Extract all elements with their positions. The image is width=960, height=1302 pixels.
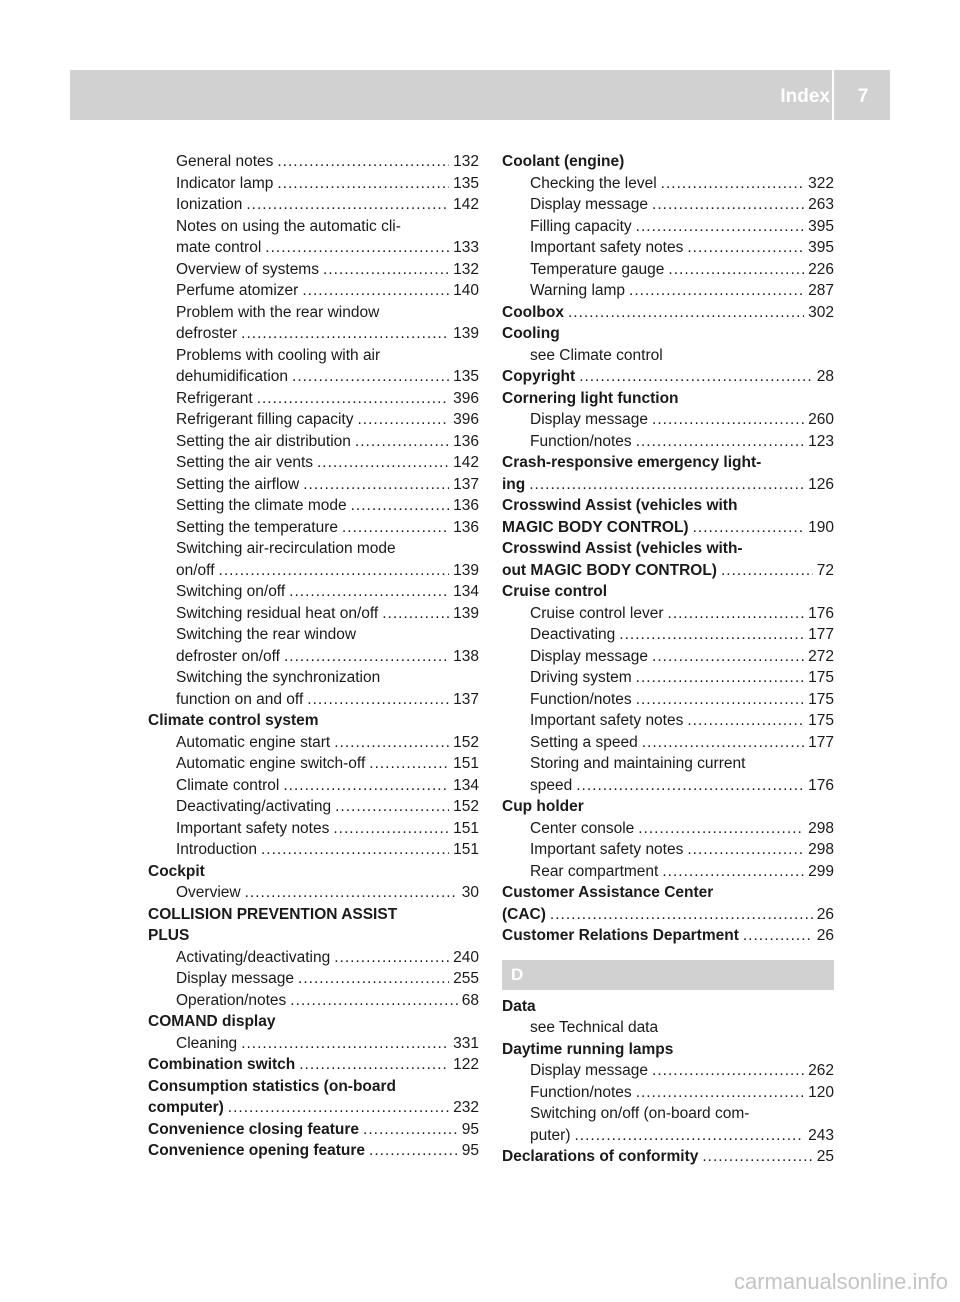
index-subentry[interactable]: [502, 431, 834, 453]
page-reference[interactable]: 243: [808, 1126, 834, 1144]
index-heading: COLLISION PREVENTION ASSIST: [148, 905, 398, 923]
page-reference[interactable]: 140: [453, 282, 479, 299]
index-subentry[interactable]: [148, 517, 479, 539]
entry-label: dehumidification: [176, 368, 289, 385]
index-heading: Cooling: [502, 325, 560, 342]
dot-leader: [277, 173, 449, 195]
dot-leader: [693, 517, 805, 539]
page-reference[interactable]: 232: [453, 1099, 479, 1116]
index-subentry[interactable]: [502, 259, 834, 281]
page-reference[interactable]: 152: [453, 733, 479, 751]
page-reference[interactable]: 135: [453, 174, 479, 192]
index-entry[interactable]: [502, 1146, 834, 1168]
entry-label: Automatic engine switch-off: [176, 755, 366, 772]
page-reference[interactable]: 176: [808, 604, 834, 622]
index-subentry[interactable]: [148, 388, 479, 410]
page-reference[interactable]: 395: [808, 217, 834, 235]
entry-label: on/off: [176, 561, 215, 579]
index-subentry[interactable]: [502, 237, 834, 259]
section-title: Index: [780, 86, 830, 107]
index-subentry[interactable]: [148, 173, 479, 195]
page-reference[interactable]: 72: [816, 561, 834, 579]
page-reference[interactable]: 139: [453, 325, 479, 342]
dot-leader: [298, 968, 449, 990]
dot-leader: [661, 173, 804, 195]
entry-label: out MAGIC BODY CONTROL): [502, 561, 717, 579]
page-reference[interactable]: 298: [808, 841, 834, 858]
entry-label: Display message: [176, 970, 295, 987]
index-subentry[interactable]: [148, 495, 479, 517]
entry-label: Overview of systems: [176, 260, 319, 278]
entry-label: Climate control: [176, 776, 280, 794]
dot-leader: [668, 259, 804, 281]
dot-leader: [652, 409, 804, 431]
index-heading: Cruise control: [502, 583, 608, 600]
dot-leader: [652, 646, 804, 668]
index-entry[interactable]: [502, 904, 834, 926]
index-subentry[interactable]: [148, 796, 479, 818]
index-subentry[interactable]: [502, 732, 834, 754]
index-heading: Cup holder: [502, 798, 584, 815]
page-reference[interactable]: 263: [808, 196, 834, 213]
page-reference[interactable]: 95: [461, 1120, 479, 1138]
entry-label: Indicator lamp: [176, 174, 274, 192]
dot-leader: [257, 388, 449, 410]
page-reference[interactable]: 134: [453, 776, 479, 794]
dot-leader: [576, 775, 804, 797]
entry-label: Cruise control lever: [530, 604, 664, 622]
index-subentry[interactable]: [502, 775, 834, 797]
page-reference[interactable]: 25: [816, 1148, 834, 1165]
dot-leader: [636, 689, 804, 711]
dot-leader: [292, 366, 449, 388]
index-subentry[interactable]: [148, 1033, 479, 1055]
entry-label: Setting the climate mode: [176, 497, 347, 514]
page-reference[interactable]: 302: [808, 303, 834, 321]
index-heading: Consumption statistics (on-board: [148, 1077, 396, 1095]
dot-leader: [317, 452, 449, 474]
index-entry[interactable]: [148, 1140, 479, 1162]
index-subentry-text: Notes on using the automatic cli-: [176, 217, 401, 235]
dot-leader: [283, 775, 449, 797]
index-subentry-text: Switching the rear window: [176, 626, 357, 643]
page-reference[interactable]: 151: [453, 819, 479, 837]
index-subentry[interactable]: [502, 216, 834, 238]
page-reference[interactable]: 135: [453, 368, 479, 385]
page-reference[interactable]: 26: [816, 927, 834, 944]
entry-label: Introduction: [176, 841, 257, 858]
index-subentry[interactable]: [148, 259, 479, 281]
entry-label: Checking the level: [530, 174, 657, 192]
index-subentry[interactable]: [148, 194, 479, 216]
dot-leader: [702, 1146, 812, 1168]
index-subentry[interactable]: [148, 753, 479, 775]
page-reference[interactable]: 134: [453, 583, 479, 600]
entry-label: Perfume atomizer: [176, 282, 299, 299]
entry-label: Temperature gauge: [530, 260, 665, 278]
dot-leader: [307, 689, 449, 711]
index-subentry[interactable]: [502, 861, 834, 883]
dot-leader: [382, 603, 449, 625]
index-subentry[interactable]: [148, 474, 479, 496]
index-subentry[interactable]: [502, 1060, 834, 1082]
index-subentry[interactable]: [148, 990, 479, 1012]
page-reference[interactable]: 262: [808, 1062, 834, 1079]
index-subentry[interactable]: [148, 947, 479, 969]
page-reference[interactable]: 260: [808, 411, 834, 428]
index-subentry[interactable]: [502, 710, 834, 732]
entry-label: Function/notes: [530, 1083, 632, 1101]
page-reference[interactable]: 176: [808, 776, 834, 794]
page-reference[interactable]: 136: [453, 518, 479, 536]
page-reference[interactable]: 28: [816, 368, 834, 385]
index-entry[interactable]: [502, 560, 834, 582]
dot-leader: [284, 646, 449, 668]
dot-leader: [721, 560, 813, 582]
page-reference[interactable]: 126: [808, 475, 834, 493]
index-subentry[interactable]: [502, 667, 834, 689]
dot-leader: [323, 259, 449, 281]
page-reference[interactable]: 255: [453, 970, 479, 987]
entry-label: puter): [530, 1126, 571, 1144]
page-reference[interactable]: 299: [808, 862, 834, 880]
index-subentry[interactable]: [148, 452, 479, 474]
index-subentry[interactable]: [148, 237, 479, 259]
index-heading: PLUS: [148, 927, 190, 944]
entry-label: Setting the airflow: [176, 475, 300, 493]
page-reference[interactable]: 122: [453, 1056, 479, 1073]
page-reference[interactable]: 175: [808, 690, 834, 708]
entry-label: speed: [530, 776, 573, 794]
page-reference[interactable]: 226: [808, 260, 834, 278]
dot-leader: [355, 431, 449, 453]
index-subentry[interactable]: [148, 323, 479, 345]
entry-label: Customer Relations Department: [502, 927, 739, 944]
index-subentry[interactable]: [148, 732, 479, 754]
index-subentry[interactable]: [502, 194, 834, 216]
entry-label: Copyright: [502, 368, 576, 385]
page-reference[interactable]: 152: [453, 798, 479, 815]
entry-label: (CAC): [502, 905, 546, 923]
page-reference[interactable]: 177: [808, 626, 834, 643]
dot-leader: [334, 732, 449, 754]
dot-leader: [245, 882, 458, 904]
index-heading: Daytime running lamps: [502, 1040, 674, 1058]
index-heading: Coolant (engine): [502, 153, 625, 170]
index-subentry[interactable]: [148, 409, 479, 431]
entry-label: Refrigerant filling capacity: [176, 411, 354, 428]
index-subentry[interactable]: [148, 818, 479, 840]
dot-leader: [335, 796, 449, 818]
index-subentry-text: Switching on/off (on-board com-: [530, 1105, 750, 1122]
entry-label: Display message: [530, 196, 649, 213]
dot-leader: [550, 904, 813, 926]
entry-label: Combination switch: [148, 1056, 296, 1073]
dot-leader: [265, 237, 449, 259]
entry-label: Display message: [530, 1062, 649, 1079]
entry-label: Convenience closing feature: [148, 1120, 360, 1138]
index-heading: Climate control system: [148, 712, 319, 729]
entry-label: Coolbox: [502, 303, 564, 321]
index-subentry-text: Problem with the rear window: [176, 303, 380, 321]
entry-label: Setting a speed: [530, 733, 638, 751]
entry-label: Declarations of conformity: [502, 1148, 699, 1165]
index-subentry[interactable]: [502, 173, 834, 195]
page-reference[interactable]: 136: [453, 432, 479, 450]
dot-leader: [652, 1060, 804, 1082]
dot-leader: [668, 603, 805, 625]
index-subentry[interactable]: [148, 603, 479, 625]
entry-label: function on and off: [176, 690, 304, 708]
entry-label: Automatic engine start: [176, 733, 331, 751]
index-subentry[interactable]: [148, 431, 479, 453]
footer-watermark: carmanualsonline.info: [733, 1269, 948, 1294]
index-heading: Cockpit: [148, 862, 205, 880]
index-column-left: [148, 151, 479, 1162]
dot-leader: [575, 1125, 805, 1147]
page-reference[interactable]: 26: [816, 905, 834, 923]
dot-leader: [290, 990, 457, 1012]
index-subentry[interactable]: [502, 646, 834, 668]
index-subentry[interactable]: [502, 409, 834, 431]
entry-label: General notes: [176, 153, 274, 170]
index-subentry[interactable]: [148, 646, 479, 668]
index-heading: Cornering light function: [502, 389, 679, 407]
dot-leader: [334, 947, 449, 969]
page-reference[interactable]: 136: [453, 497, 479, 514]
dot-leader: [619, 624, 804, 646]
page-reference[interactable]: 120: [808, 1083, 834, 1101]
page-reference[interactable]: 138: [453, 647, 479, 665]
dot-leader: [369, 1140, 458, 1162]
page-number: 7: [857, 86, 869, 107]
dot-leader: [246, 194, 449, 216]
entry-label: Switching on/off: [176, 583, 286, 600]
page-reference[interactable]: 177: [808, 733, 834, 751]
page-reference[interactable]: 175: [808, 712, 834, 729]
page-reference[interactable]: 139: [453, 604, 479, 622]
entry-label: Activating/deactivating: [176, 948, 331, 966]
index-subentry[interactable]: [148, 968, 479, 990]
entry-label: Deactivating: [530, 626, 616, 643]
entry-label: Deactivating/activating: [176, 798, 332, 815]
page-reference[interactable]: 331: [453, 1034, 479, 1052]
entry-label: Setting the air vents: [176, 454, 313, 471]
dot-leader: [351, 495, 450, 517]
index-entry[interactable]: [502, 925, 834, 947]
dot-leader: [357, 409, 449, 431]
dot-leader: [687, 710, 804, 732]
entry-label: Setting the air distribution: [176, 432, 351, 450]
entry-label: Ionization: [176, 196, 243, 213]
page-reference[interactable]: 142: [453, 454, 479, 471]
dot-leader: [638, 818, 804, 840]
page-reference[interactable]: 272: [808, 647, 834, 665]
page-reference[interactable]: 132: [453, 260, 479, 278]
header-divider: [832, 70, 834, 120]
entry-label: Driving system: [530, 669, 632, 686]
entry-label: Filling capacity: [530, 217, 632, 235]
page-reference[interactable]: 142: [453, 196, 479, 213]
entry-label: Important safety notes: [530, 841, 684, 858]
index-subentry[interactable]: [148, 882, 479, 904]
entry-label: computer): [148, 1099, 224, 1116]
dot-leader: [241, 1033, 449, 1055]
dot-leader: [333, 818, 449, 840]
page-reference[interactable]: 396: [453, 389, 479, 407]
dot-leader: [303, 474, 449, 496]
dot-leader: [277, 151, 449, 173]
entry-label: Important safety notes: [176, 819, 330, 837]
index-subentry[interactable]: [148, 839, 479, 861]
entry-label: defroster: [176, 325, 238, 342]
index-subentry-text: Switching the synchronization: [176, 669, 381, 686]
page-reference[interactable]: 151: [453, 841, 479, 858]
index-subentry[interactable]: [148, 689, 479, 711]
page-reference[interactable]: 287: [808, 282, 834, 299]
page-reference[interactable]: 139: [453, 561, 479, 579]
index-subentry-text: Storing and maintaining current: [530, 755, 746, 772]
index-subentry[interactable]: [502, 624, 834, 646]
page-reference[interactable]: 137: [453, 475, 479, 493]
dot-leader: [529, 474, 804, 496]
index-heading: Customer Assistance Center: [502, 884, 714, 901]
dot-leader: [662, 861, 804, 883]
index-column-right: [502, 151, 834, 1168]
index-subentry[interactable]: [148, 366, 479, 388]
page-reference[interactable]: 68: [461, 991, 479, 1009]
dot-leader: [302, 280, 449, 302]
index-subentry[interactable]: [148, 151, 479, 173]
index-subentry[interactable]: [502, 603, 834, 625]
index-subentry[interactable]: [502, 280, 834, 302]
index-subentry-text: Switching air-recirculation mode: [176, 540, 396, 557]
dot-leader: [687, 839, 804, 861]
entry-label: Warning lamp: [530, 282, 626, 299]
page-reference[interactable]: 322: [808, 174, 834, 192]
entry-label: MAGIC BODY CONTROL): [502, 518, 689, 536]
index-subentry-text: see Climate control: [530, 346, 663, 364]
page-reference[interactable]: 123: [808, 432, 834, 450]
page-reference[interactable]: 151: [453, 755, 479, 772]
index-entry[interactable]: [502, 366, 834, 388]
entry-label: Rear compartment: [530, 862, 659, 880]
entry-label: Display message: [530, 411, 649, 428]
dot-leader: [363, 1119, 458, 1141]
dot-leader: [299, 1054, 449, 1076]
entry-label: Function/notes: [530, 432, 632, 450]
index-entry[interactable]: [502, 474, 834, 496]
dot-leader: [642, 732, 804, 754]
index-subentry[interactable]: [148, 560, 479, 582]
index-heading: Data: [502, 997, 536, 1015]
page-reference[interactable]: 30: [461, 884, 479, 901]
entry-label: Refrigerant: [176, 389, 253, 407]
dot-leader: [636, 216, 804, 238]
entry-label: Display message: [530, 647, 649, 665]
index-subentry[interactable]: [148, 775, 479, 797]
page-reference[interactable]: 133: [453, 239, 479, 256]
entry-label: ing: [502, 475, 526, 493]
index-subentry-text: see Technical data: [530, 1019, 659, 1036]
entry-label: mate control: [176, 239, 262, 256]
index-entry[interactable]: [148, 1054, 479, 1076]
entry-label: Convenience opening feature: [148, 1142, 366, 1159]
index-subentry[interactable]: [148, 280, 479, 302]
dot-leader: [342, 517, 449, 539]
dot-leader: [629, 280, 804, 302]
entry-label: Cleaning: [176, 1034, 238, 1052]
dot-leader: [636, 431, 804, 453]
dot-leader: [568, 302, 804, 324]
dot-leader: [636, 1082, 804, 1104]
index-subentry[interactable]: [148, 581, 479, 603]
index-entry[interactable]: [148, 1097, 479, 1119]
index-subentry[interactable]: [502, 839, 834, 861]
entry-label: Important safety notes: [530, 712, 684, 729]
page-reference[interactable]: 137: [453, 690, 479, 708]
index-subentry[interactable]: [502, 818, 834, 840]
entry-label: Function/notes: [530, 690, 632, 708]
dot-leader: [369, 753, 449, 775]
page-reference[interactable]: 240: [453, 948, 479, 966]
index-subentry[interactable]: [502, 1125, 834, 1147]
entry-label: Operation/notes: [176, 991, 287, 1009]
entry-label: Overview: [176, 884, 241, 901]
entry-label: defroster on/off: [176, 647, 280, 665]
dot-leader: [652, 194, 804, 216]
index-entry[interactable]: [148, 1119, 479, 1141]
entry-label: Setting the temperature: [176, 518, 338, 536]
dot-leader: [743, 925, 813, 947]
index-subentry[interactable]: [502, 1082, 834, 1104]
dot-leader: [687, 237, 804, 259]
page-reference[interactable]: 396: [453, 411, 479, 428]
dot-leader: [261, 839, 449, 861]
dot-leader: [636, 667, 804, 689]
dot-leader: [228, 1097, 449, 1119]
entry-label: Important safety notes: [530, 239, 684, 256]
index-heading: Crash-responsive emergency light-: [502, 454, 762, 471]
page-reference[interactable]: 190: [808, 518, 834, 536]
index-subentry-text: Problems with cooling with air: [176, 346, 381, 364]
dot-leader: [289, 581, 449, 603]
dot-leader: [241, 323, 449, 345]
dot-leader: [579, 366, 813, 388]
index-heading: Crosswind Assist (vehicles with: [502, 497, 738, 514]
page-reference[interactable]: 95: [461, 1142, 479, 1159]
dot-leader: [219, 560, 450, 582]
index-entry[interactable]: [502, 302, 834, 324]
entry-label: Switching residual heat on/off: [176, 604, 379, 622]
page-reference[interactable]: 298: [808, 819, 834, 837]
index-heading: Crosswind Assist (vehicles with-: [502, 540, 743, 557]
page-reference[interactable]: 175: [808, 669, 834, 686]
entry-label: Center console: [530, 819, 635, 837]
index-subentry[interactable]: [502, 689, 834, 711]
index-heading: COMAND display: [148, 1013, 276, 1030]
page-reference[interactable]: 132: [453, 153, 479, 170]
page-reference[interactable]: 395: [808, 239, 834, 256]
section-letter-heading: D: [502, 960, 834, 990]
index-entry[interactable]: [502, 517, 834, 539]
